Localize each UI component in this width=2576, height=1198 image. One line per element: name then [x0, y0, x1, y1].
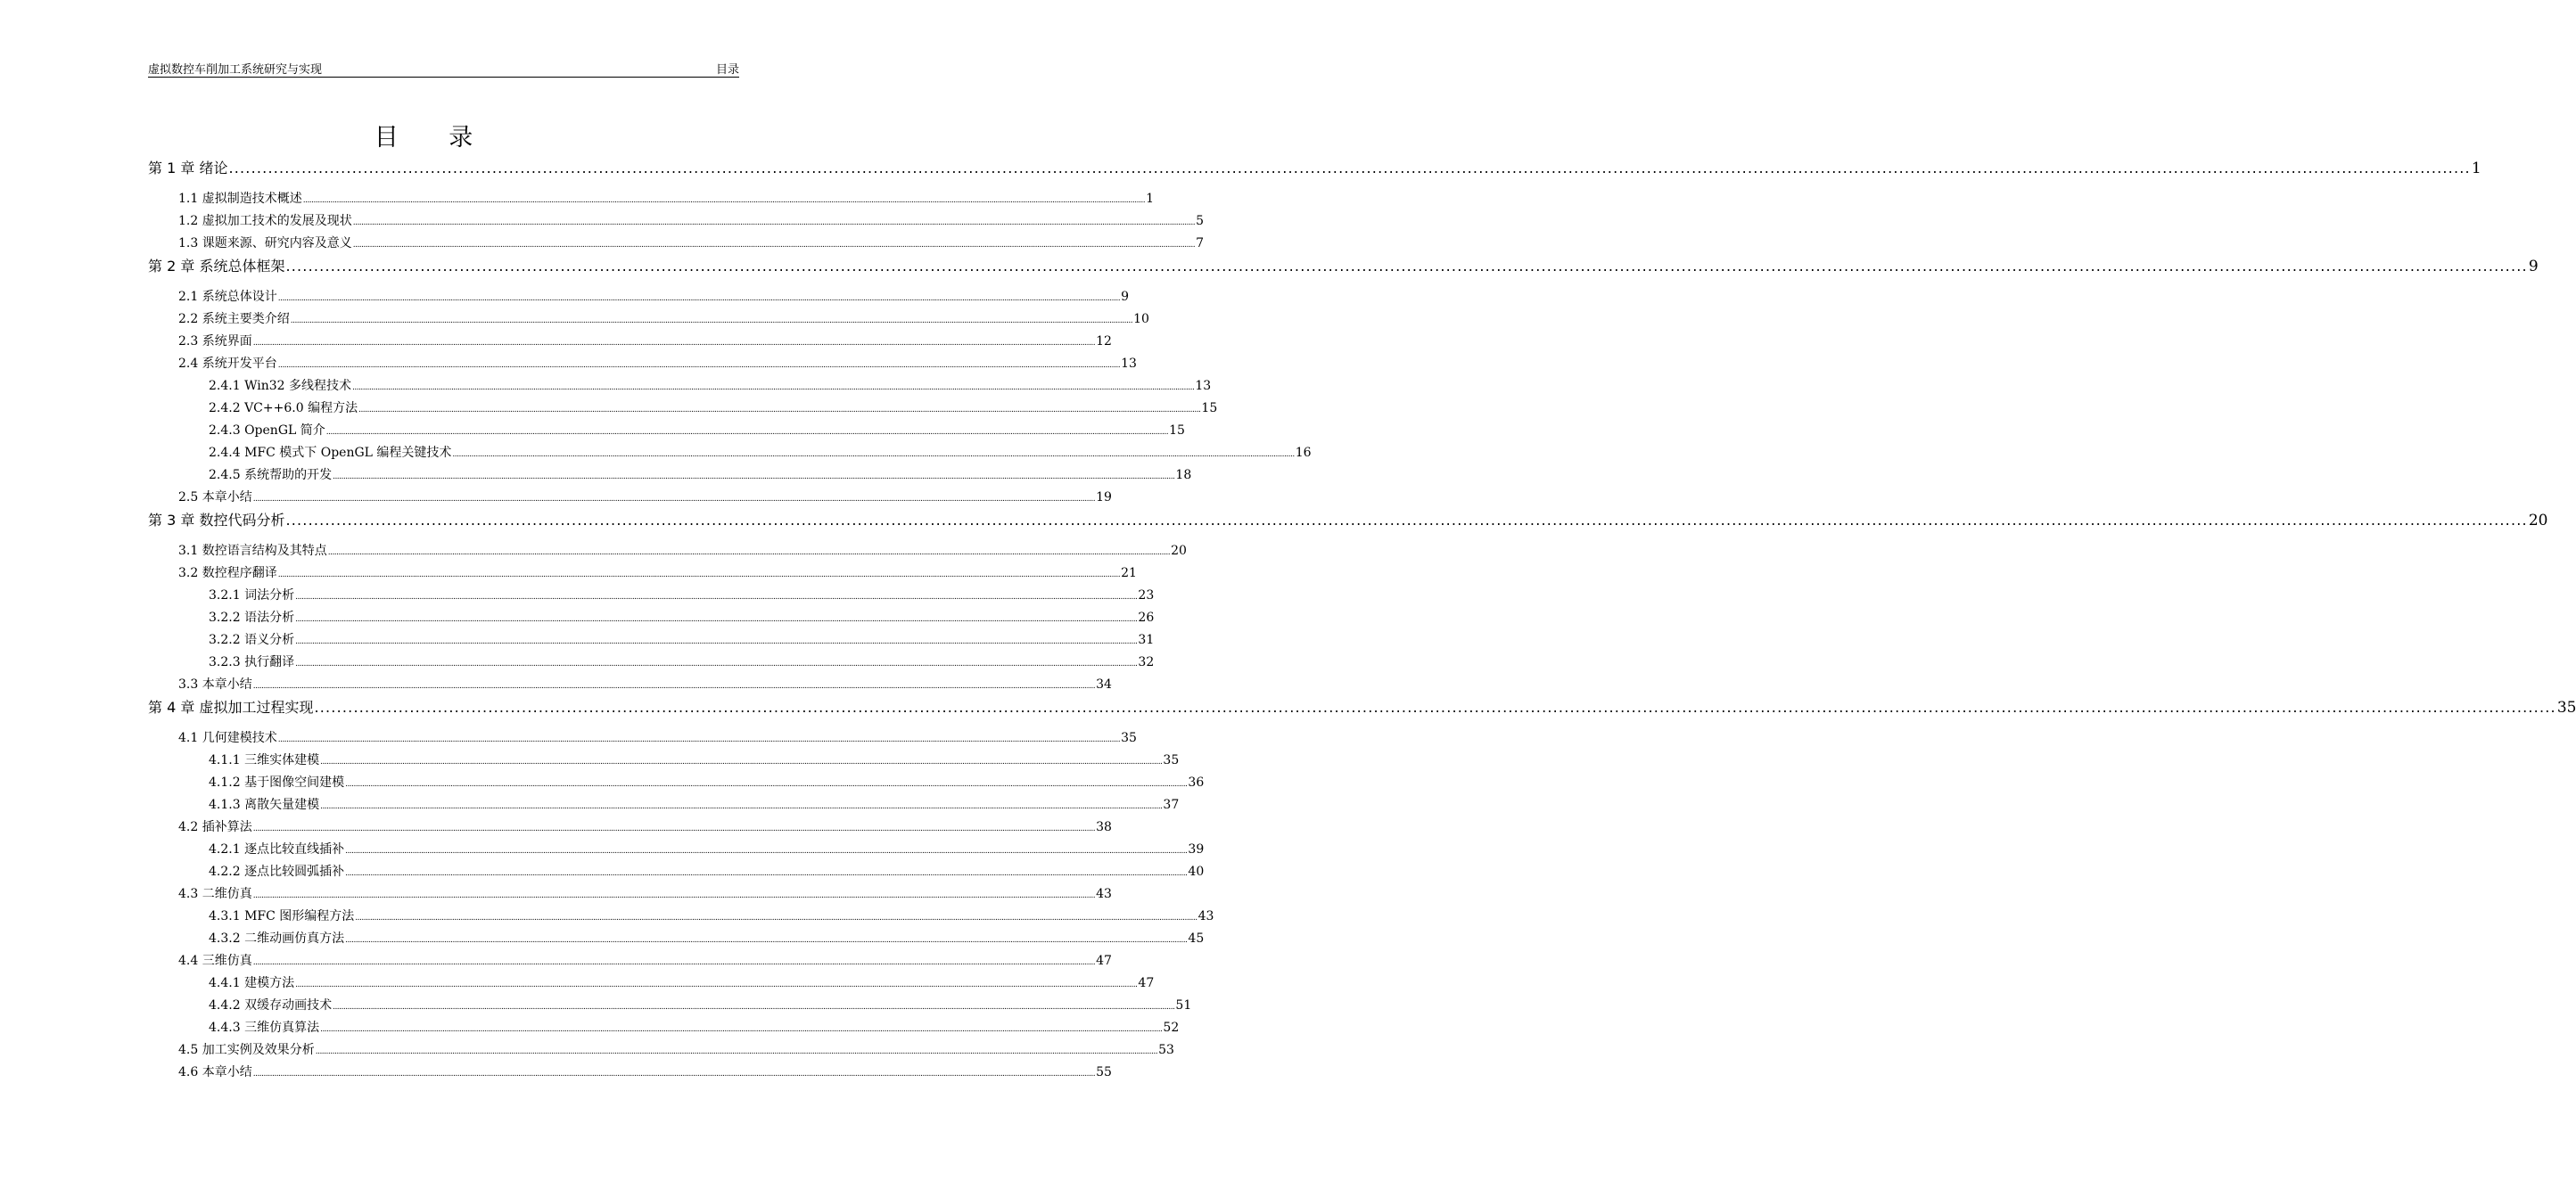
toc-entry-label: 4.1 几何建模技术: [178, 731, 277, 745]
toc-entry-section[interactable]: [148, 487, 1112, 509]
toc-entry-section[interactable]: [148, 233, 1204, 255]
toc-entry-label: 1.2 虚拟加工技术的发展及现状: [178, 214, 352, 228]
toc-entry-section[interactable]: [148, 562, 1137, 585]
toc-entry-page-number: 52: [1163, 1021, 1180, 1035]
toc-entry-label: 4.3.1 MFC 图形编程方法: [209, 909, 355, 923]
dot-leader: ................................................................................................................................................................................................................................................................................................................................................................................................................: [285, 258, 2528, 275]
dot-leader: ................................................................................................................................................................................................................................................................................................................................................................................................................: [277, 294, 1121, 303]
toc-entry-label: 第 4 章 虚拟加工过程实现: [148, 699, 314, 716]
dot-leader: ................................................................................................................................................................................................................................................................................................................................................................................................................: [277, 735, 1121, 744]
toc-entry-subsection[interactable]: [148, 995, 1192, 1017]
toc-entry-subsection[interactable]: [148, 652, 1155, 674]
dot-leader: ................................................................................................................................................................................................................................................................................................................................................................................................................: [295, 593, 1138, 602]
dot-leader: ................................................................................................................................................................................................................................................................................................................................................................................................................: [285, 512, 2528, 529]
toc-entry-section[interactable]: [148, 286, 1129, 308]
dot-leader: ................................................................................................................................................................................................................................................................................................................................................................................................................: [345, 847, 1188, 856]
toc-entry-subsection[interactable]: [148, 794, 1180, 816]
toc-entry-section[interactable]: [148, 188, 1154, 210]
toc-entry-page-number: 13: [1195, 379, 1212, 393]
toc-entry-section[interactable]: [148, 883, 1112, 906]
toc-entry-label: 3.2.3 执行翻译: [209, 655, 295, 669]
toc-entry-page-number: 20: [2528, 512, 2548, 529]
toc-entry-subsection[interactable]: [148, 972, 1155, 995]
toc-entry-page-number: 12: [1096, 334, 1112, 349]
toc-entry-chapter[interactable]: [148, 696, 2576, 718]
dot-leader: ................................................................................................................................................................................................................................................................................................................................................................................................................: [351, 383, 1195, 392]
dot-leader: ................................................................................................................................................................................................................................................................................................................................................................................................................: [315, 1047, 1158, 1056]
toc-entry-page-number: 16: [1295, 446, 1312, 460]
dot-leader: ................................................................................................................................................................................................................................................................................................................................................................................................................: [252, 891, 1096, 900]
dot-leader: ................................................................................................................................................................................................................................................................................................................................................................................................................: [252, 339, 1096, 348]
toc-entry-label: 4.1.1 三维实体建模: [209, 753, 320, 767]
toc-entry-page-number: 15: [1201, 401, 1218, 415]
toc-entry-page-number: 18: [1175, 468, 1192, 482]
toc-entry-section[interactable]: [148, 331, 1112, 353]
toc-entry-label: 4.4.1 建模方法: [209, 976, 295, 990]
toc-entry-page-number: 21: [1121, 566, 1137, 580]
dot-leader: ................................................................................................................................................................................................................................................................................................................................................................................................................: [252, 682, 1096, 691]
toc-entry-subsection[interactable]: [148, 772, 1205, 794]
dot-leader: ................................................................................................................................................................................................................................................................................................................................................................................................................: [352, 241, 1196, 250]
dot-leader: ................................................................................................................................................................................................................................................................................................................................................................................................................: [345, 936, 1188, 945]
toc-entry-label: 2.5 本章小结: [178, 490, 252, 505]
toc-entry-label: 4.1.3 离散矢量建模: [209, 798, 320, 812]
toc-entry-subsection[interactable]: [148, 629, 1155, 652]
toc-entry-page-number: 1: [1146, 192, 1154, 206]
toc-entry-page-number: 19: [1096, 490, 1112, 505]
chapter-spacer: [148, 531, 739, 540]
toc-entry-page-number: 35: [1163, 753, 1180, 767]
toc-entry-page-number: 36: [1188, 775, 1205, 790]
toc-entry-subsection[interactable]: [148, 839, 1205, 861]
toc-entry-label: 3.1 数控语言结构及其特点: [178, 544, 327, 558]
toc-entry-chapter[interactable]: [148, 255, 2539, 277]
toc-entry-page-number: 43: [1096, 887, 1112, 901]
toc-entry-section[interactable]: [148, 950, 1112, 972]
toc-entry-label: 3.3 本章小结: [178, 677, 252, 692]
toc-entry-page-number: 23: [1138, 588, 1155, 603]
toc-entry-label: 1.1 虚拟制造技术概述: [178, 192, 302, 206]
toc-entry-label: 2.4.2 VC++6.0 编程方法: [209, 401, 358, 415]
toc-entry-subsection[interactable]: [148, 420, 1185, 442]
toc-title: 目 录: [374, 124, 495, 152]
toc-entry-subsection[interactable]: [148, 442, 1312, 464]
dot-leader: ................................................................................................................................................................................................................................................................................................................................................................................................................: [314, 699, 2556, 716]
dot-leader: ................................................................................................................................................................................................................................................................................................................................................................................................................: [320, 1025, 1163, 1034]
toc-entry-page-number: 20: [1171, 544, 1187, 558]
toc-entry-subsection[interactable]: [148, 585, 1155, 607]
header-section: 目录: [715, 63, 739, 77]
toc-entry-page-number: 51: [1175, 998, 1192, 1013]
toc-entry-section[interactable]: [148, 1039, 1174, 1062]
toc-entry-page-number: 43: [1197, 909, 1214, 923]
dot-leader: ................................................................................................................................................................................................................................................................................................................................................................................................................: [320, 802, 1163, 811]
toc-entry-label: 2.4.5 系统帮助的开发: [209, 468, 333, 482]
toc-entry-page-number: 40: [1188, 865, 1205, 879]
toc-entry-page-number: 45: [1188, 931, 1205, 946]
toc-entry-label: 2.1 系统总体设计: [178, 290, 277, 304]
toc-entry-label: 第 2 章 系统总体框架: [148, 258, 285, 275]
toc-entry-page-number: 9: [2528, 258, 2539, 275]
dot-leader: ................................................................................................................................................................................................................................................................................................................................................................................................................: [252, 958, 1096, 967]
toc-entry-section[interactable]: [148, 210, 1204, 233]
toc-entry-page-number: 35: [1121, 731, 1137, 745]
dot-leader: ................................................................................................................................................................................................................................................................................................................................................................................................................: [345, 869, 1188, 878]
dot-leader: ................................................................................................................................................................................................................................................................................................................................................................................................................: [327, 548, 1171, 557]
dot-leader: ................................................................................................................................................................................................................................................................................................................................................................................................................: [252, 825, 1096, 833]
dot-leader: ................................................................................................................................................................................................................................................................................................................................................................................................................: [252, 495, 1096, 504]
toc-entry-section[interactable]: [148, 727, 1137, 750]
dot-leader: ................................................................................................................................................................................................................................................................................................................................................................................................................: [325, 428, 1169, 437]
toc-entry-label: 4.6 本章小结: [178, 1065, 252, 1079]
toc-entry-page-number: 9: [1121, 290, 1129, 304]
toc-entry-subsection[interactable]: [148, 464, 1192, 487]
toc-entry-page-number: 53: [1158, 1043, 1174, 1057]
toc-entry-subsection[interactable]: [148, 607, 1155, 629]
dot-leader: ................................................................................................................................................................................................................................................................................................................................................................................................................: [277, 570, 1121, 579]
toc-entry-label: 2.4.1 Win32 多线程技术: [209, 379, 351, 393]
dot-leader: ................................................................................................................................................................................................................................................................................................................................................................................................................: [228, 160, 2471, 176]
toc-entry-label: 2.3 系统界面: [178, 334, 252, 349]
toc-entry-page-number: 47: [1138, 976, 1155, 990]
toc-entry-page-number: 10: [1133, 312, 1149, 326]
toc-entry-label: 4.1.2 基于图像空间建模: [209, 775, 345, 790]
toc-entry-page-number: 5: [1196, 214, 1204, 228]
dot-leader: ................................................................................................................................................................................................................................................................................................................................................................................................................: [295, 660, 1138, 669]
toc-entry-subsection[interactable]: [148, 398, 1218, 420]
toc-entry-label: 4.4 三维仿真: [178, 954, 252, 968]
dot-leader: ................................................................................................................................................................................................................................................................................................................................................................................................................: [345, 780, 1188, 789]
toc-entry-subsection[interactable]: [148, 375, 1212, 398]
toc-entry-page-number: 38: [1096, 820, 1112, 834]
toc-entry-page-number: 15: [1169, 423, 1185, 438]
dot-leader: ................................................................................................................................................................................................................................................................................................................................................................................................................: [320, 758, 1163, 767]
toc-entry-page-number: 47: [1096, 954, 1112, 968]
toc-entry-page-number: 55: [1096, 1065, 1112, 1079]
toc-entry-subsection[interactable]: [148, 906, 1214, 928]
toc-entry-label: 2.4 系统开发平台: [178, 357, 277, 371]
toc-entry-label: 2.4.4 MFC 模式下 OpenGL 编程关键技术: [209, 446, 452, 460]
toc-entry-label: 4.3.2 二维动画仿真方法: [209, 931, 345, 946]
toc-entry-section[interactable]: [148, 353, 1137, 375]
dot-leader: ................................................................................................................................................................................................................................................................................................................................................................................................................: [452, 450, 1295, 459]
toc-entry-label: 2.4.3 OpenGL 简介: [209, 423, 325, 438]
toc-entry-page-number: 37: [1163, 798, 1180, 812]
dot-leader: ................................................................................................................................................................................................................................................................................................................................................................................................................: [358, 406, 1201, 414]
dot-leader: ................................................................................................................................................................................................................................................................................................................................................................................................................: [252, 1070, 1096, 1079]
toc-entry-label: 2.2 系统主要类介绍: [178, 312, 290, 326]
toc-entry-page-number: 7: [1196, 236, 1204, 250]
dot-leader: ................................................................................................................................................................................................................................................................................................................................................................................................................: [302, 196, 1146, 205]
toc-entry-label: 3.2 数控程序翻译: [178, 566, 277, 580]
toc-entry-label: 1.3 课题来源、研究内容及意义: [178, 236, 352, 250]
toc-entry-label: 4.4.2 双缓存动画技术: [209, 998, 333, 1013]
toc-entry-page-number: 34: [1096, 677, 1112, 692]
toc-entry-page-number: 39: [1188, 842, 1205, 857]
toc-entry-label: 4.3 二维仿真: [178, 887, 252, 901]
dot-leader: ................................................................................................................................................................................................................................................................................................................................................................................................................: [352, 218, 1196, 227]
dot-leader: ................................................................................................................................................................................................................................................................................................................................................................................................................: [290, 316, 1133, 325]
toc-entry-section[interactable]: [148, 540, 1187, 562]
chapter-spacer: [148, 277, 739, 286]
toc-entry-label: 4.2.2 逐点比较圆弧插补: [209, 865, 345, 879]
table-of-contents: [148, 157, 2576, 1084]
toc-entry-page-number: 1: [2471, 160, 2481, 177]
toc-entry-page-number: 35: [2556, 699, 2576, 717]
toc-entry-section[interactable]: [148, 308, 1149, 331]
chapter-spacer: [148, 179, 739, 188]
header-title: 虚拟数控车削加工系统研究与实现: [148, 63, 323, 77]
dot-leader: ................................................................................................................................................................................................................................................................................................................................................................................................................: [295, 615, 1138, 624]
toc-entry-page-number: 13: [1121, 357, 1137, 371]
toc-entry-page-number: 32: [1138, 655, 1155, 669]
toc-entry-label: 4.4.3 三维仿真算法: [209, 1021, 320, 1035]
toc-entry-chapter[interactable]: [148, 157, 2481, 179]
toc-entry-label: 4.2.1 逐点比较直线插补: [209, 842, 345, 857]
toc-entry-label: 第 1 章 绪论: [148, 160, 228, 176]
toc-entry-subsection[interactable]: [148, 750, 1180, 772]
toc-entry-subsection[interactable]: [148, 861, 1205, 883]
toc-entry-label: 第 3 章 数控代码分析: [148, 512, 285, 529]
toc-entry-page-number: 31: [1138, 633, 1155, 647]
page-header: [148, 59, 739, 78]
dot-leader: ................................................................................................................................................................................................................................................................................................................................................................................................................: [295, 637, 1138, 646]
toc-entry-label: 3.2.2 语义分析: [209, 633, 295, 647]
toc-entry-subsection[interactable]: [148, 928, 1205, 950]
toc-entry-page-number: 26: [1138, 611, 1155, 625]
toc-entry-section[interactable]: [148, 674, 1112, 696]
dot-leader: ................................................................................................................................................................................................................................................................................................................................................................................................................: [355, 914, 1197, 923]
toc-entry-section[interactable]: [148, 816, 1112, 839]
toc-entry-label: 3.2.2 语法分析: [209, 611, 295, 625]
dot-leader: ................................................................................................................................................................................................................................................................................................................................................................................................................: [295, 981, 1138, 989]
toc-entry-label: 4.5 加工实例及效果分析: [178, 1043, 315, 1057]
toc-entry-section[interactable]: [148, 1062, 1112, 1084]
toc-entry-label: 4.2 插补算法: [178, 820, 252, 834]
dot-leader: ................................................................................................................................................................................................................................................................................................................................................................................................................: [333, 472, 1175, 481]
chapter-spacer: [148, 718, 739, 727]
dot-leader: ................................................................................................................................................................................................................................................................................................................................................................................................................: [277, 361, 1121, 370]
toc-entry-label: 3.2.1 词法分析: [209, 588, 295, 603]
toc-entry-subsection[interactable]: [148, 1017, 1180, 1039]
toc-entry-chapter[interactable]: [148, 509, 2548, 531]
dot-leader: ................................................................................................................................................................................................................................................................................................................................................................................................................: [333, 1003, 1175, 1012]
